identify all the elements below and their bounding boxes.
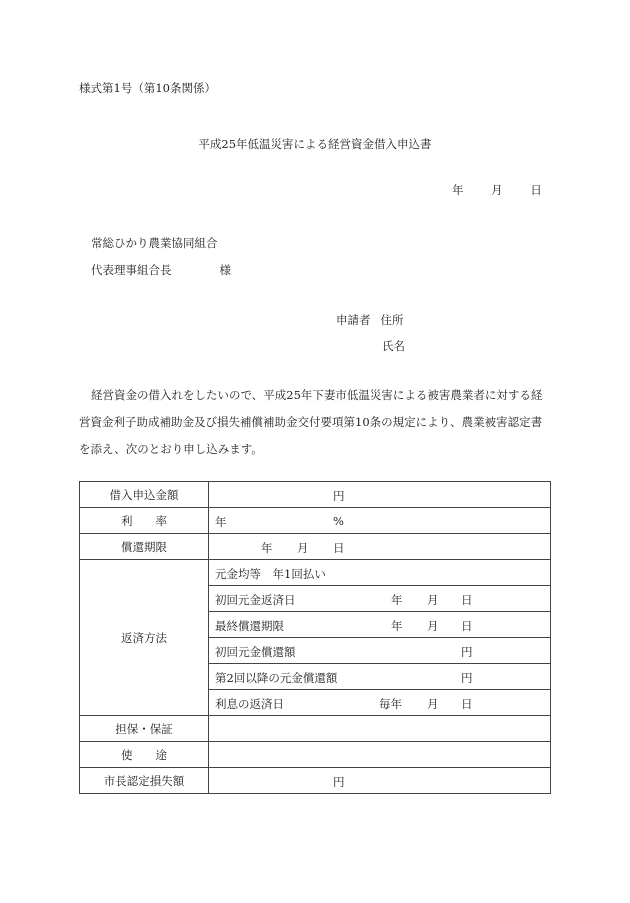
first-principal-date-field[interactable] <box>209 586 551 612</box>
repayment-period-month: 月 <box>297 541 309 555</box>
subsequent-principal-amount-unit: 円 <box>461 671 473 685</box>
row-loan-amount <box>80 482 551 508</box>
addressee-honorific: 様 <box>219 263 231 277</box>
subsequent-principal-amount-field[interactable] <box>209 664 551 690</box>
certified-loss-unit: 円 <box>333 775 345 789</box>
first-principal-amount-field[interactable] <box>209 638 551 664</box>
final-repayment-date-year: 年 <box>391 619 403 633</box>
certified-loss-field[interactable] <box>209 768 551 794</box>
row-collateral <box>80 716 551 742</box>
repayment-period-day: 日 <box>333 541 345 555</box>
row-repayment-method-1 <box>80 560 551 586</box>
interest-rate-label: 利 率 <box>80 508 209 534</box>
repayment-period-field[interactable] <box>209 534 551 560</box>
first-principal-date-year: 年 <box>391 593 403 607</box>
collateral-field[interactable] <box>209 716 551 742</box>
repayment-method-label: 返済方法 <box>80 560 209 716</box>
interest-payment-date-month: 月 <box>427 697 439 711</box>
interest-payment-date-day: 日 <box>461 697 473 711</box>
interest-payment-date-prefix: 毎年 <box>379 697 402 711</box>
interest-payment-date-field[interactable] <box>209 690 551 716</box>
first-principal-amount-label: 初回元金償還額 <box>215 645 296 659</box>
first-principal-date-day: 日 <box>461 593 473 607</box>
applicant-name-label: 氏名 <box>382 339 405 353</box>
repayment-method-type-text: 元金均等 年1回払い <box>215 567 326 581</box>
loan-application-table <box>79 481 551 794</box>
final-repayment-date-label: 最終償還期限 <box>215 619 284 633</box>
date-day-label: 日 <box>530 183 542 197</box>
final-repayment-date-month: 月 <box>427 619 439 633</box>
row-repayment-period <box>80 534 551 560</box>
addressee-position: 代表理事組合長 <box>91 263 172 277</box>
addressee-organization: 常総ひかり農業協同組合 <box>91 236 218 250</box>
address-label: 住所 <box>380 313 404 327</box>
first-principal-date-month: 月 <box>427 593 439 607</box>
row-interest-rate <box>80 508 551 534</box>
interest-payment-date-label: 利息の返済日 <box>215 697 284 711</box>
first-principal-date-label: 初回元金返済日 <box>215 593 296 607</box>
date-month-label: 月 <box>491 183 503 197</box>
subsequent-principal-amount-label: 第2回以降の元金償還額 <box>215 671 338 685</box>
first-principal-amount-unit: 円 <box>461 645 473 659</box>
loan-amount-label: 借入申込金額 <box>80 482 209 508</box>
repayment-period-label: 償還期限 <box>80 534 209 560</box>
purpose-label: 使 途 <box>80 742 209 768</box>
final-repayment-date-field[interactable] <box>209 612 551 638</box>
row-purpose <box>80 742 551 768</box>
repayment-method-type[interactable] <box>209 560 551 586</box>
purpose-field[interactable] <box>209 742 551 768</box>
interest-rate-field[interactable] <box>209 508 551 534</box>
application-statement: 経営資金の借入れをしたいので、平成25年下妻市低温災害による被害農業者に対する経営資金利子助成補助金及び損失補償補助金交付要項第10条の規定により、農業被害認定書を添え、次のとおり申し込みます。 <box>79 388 543 456</box>
application-date <box>452 182 542 198</box>
date-year-label: 年 <box>452 183 464 197</box>
applicant-label: 申請者 <box>336 313 371 327</box>
document-title: 平成25年低温災害による経営資金借入申込書 <box>198 137 432 151</box>
row-certified-loss <box>80 768 551 794</box>
certified-loss-label: 市長認定損失額 <box>80 768 209 794</box>
loan-amount-field[interactable] <box>209 482 551 508</box>
addressee-title <box>91 262 231 278</box>
applicant-address <box>336 312 404 328</box>
interest-rate-year: 年 <box>215 515 227 529</box>
collateral-label: 担保・保証 <box>80 716 209 742</box>
final-repayment-date-day: 日 <box>461 619 473 633</box>
loan-amount-unit: 円 <box>333 489 345 503</box>
interest-rate-percent: % <box>333 514 344 528</box>
form-number: 様式第1号（第10条関係） <box>79 81 216 95</box>
repayment-period-year: 年 <box>261 541 273 555</box>
